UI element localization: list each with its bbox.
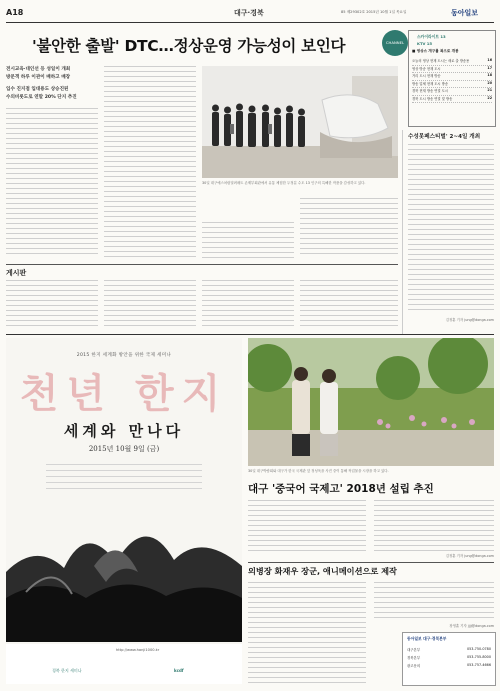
lead-body-col2 bbox=[104, 66, 196, 258]
poster-title: 천년 한지 bbox=[19, 370, 229, 417]
poster-rule bbox=[6, 334, 494, 335]
lead-photo-caption: 30일 대구예스처럼열려매트 손제부회관에서 유통 체험한 두정분 수도 13 인구의 특해한 작품을 감성하고 있다. bbox=[202, 181, 366, 185]
bottom-rule bbox=[248, 562, 494, 563]
korea-article-headline: 대구 '중국어 국제고' 2018년 설립 추진 bbox=[248, 483, 434, 495]
notices-col4 bbox=[300, 280, 398, 328]
lead-headline: '불안한 출발' DTC…정상운영 가능성이 보인다 bbox=[32, 37, 346, 55]
sidebar-box bbox=[408, 30, 496, 127]
list-item: 대구본부 053-750-0780 bbox=[407, 646, 491, 652]
list-item: 영상 방송 현재 도시 17 bbox=[412, 66, 492, 74]
poster-footer bbox=[6, 644, 242, 684]
lead-photo bbox=[202, 66, 398, 178]
bottom-article-byline: 장영훈 기자 jjjj@donga.com bbox=[449, 624, 494, 628]
school-photo bbox=[248, 338, 494, 466]
lead-body-col3 bbox=[202, 222, 294, 258]
korea-article-body1 bbox=[248, 500, 366, 552]
poster-top-text: 2015 한지 세계화 방안을 위한 국제 세미나 bbox=[76, 353, 172, 358]
notices-col2 bbox=[104, 280, 196, 328]
notices-title: 게시판 bbox=[6, 269, 27, 277]
poster-info-lines bbox=[46, 464, 202, 494]
list-item: 거리 도시 현재 방송 18 bbox=[412, 73, 492, 81]
list-item: 경북 현재 방송 연결 도시 21 bbox=[412, 88, 492, 96]
poster-date: 2015년 10월 9일 (금) bbox=[88, 445, 160, 453]
list-item: 경북 도시 방송 연결 및 방송 22 bbox=[412, 96, 492, 104]
page-number: A18 bbox=[6, 8, 24, 17]
bottom-article-body2 bbox=[374, 582, 494, 622]
list-item: 경북본부 053-755-8000 bbox=[407, 654, 491, 660]
poster-ink-illustration bbox=[6, 502, 242, 642]
date-line: 85 제29302호 2015년 10월 1일 목요일 bbox=[341, 10, 407, 14]
right-article-headline: 수성못페스티벌' 2~4일 개최 bbox=[408, 134, 481, 140]
poster-footer-left: 경북 한지 세미나 bbox=[52, 668, 82, 673]
bottom-article-headline: 의병장 화재우 장군, 애니메이션으로 제작 bbox=[248, 566, 397, 576]
list-item: 오늘의 영상 현재 도시는 새로 출 방송용 16 bbox=[412, 58, 492, 66]
masthead-rule bbox=[6, 22, 494, 23]
section-title: 대구·경북 bbox=[234, 9, 264, 17]
school-photo-caption: 30일 대구박람회와 대구가 한국 국제관 앞 정성욱을 사진 중이 통해 작업물을 시장을 하고 있다. bbox=[248, 469, 389, 473]
korea-article-body2 bbox=[374, 500, 494, 552]
lead-body-col4 bbox=[300, 198, 398, 258]
lead-deck: 전시교육·대인선 등 성일이 개최 방문객 하루 이관이 배하고 매장 입수 진지점 입대용도 상승진된 수의비롯도로 연말 20% 단지 추진 bbox=[6, 67, 77, 100]
notices-rule bbox=[6, 264, 398, 265]
bottom-article-body1 bbox=[248, 582, 366, 684]
list-item: 방송 업체 현재 도시 방송 20 bbox=[412, 81, 492, 89]
poster-ad bbox=[6, 338, 242, 684]
lead-body-col1 bbox=[6, 108, 98, 258]
list-item: 광고문의 053-757-4666 bbox=[407, 662, 491, 668]
poster-footer-right: kcdf bbox=[174, 668, 184, 673]
poster-subtitle: 세계와 만나다 bbox=[63, 422, 185, 440]
contact-box-title: 동아일보 대구·경북본부 bbox=[407, 636, 447, 641]
korea-article-byline: 김정훈 기자 jung@donga.com bbox=[445, 554, 494, 558]
right-article-body bbox=[408, 144, 494, 314]
column-divider bbox=[402, 130, 403, 335]
contact-box bbox=[402, 632, 496, 686]
sidebar-box-section: ■ 영상스 개구를 복으로 개봉 bbox=[412, 49, 459, 53]
channel-badge: CHANNEL bbox=[382, 30, 408, 56]
poster-footer-url: http://www.hanji1000.kr bbox=[116, 648, 160, 652]
notices-col1 bbox=[6, 280, 98, 328]
sidebar-box-title: 스카이라이트 13 bbox=[417, 34, 446, 39]
sidebar-box-subtitle: KTV 15 bbox=[417, 41, 433, 46]
notices-col3 bbox=[202, 280, 294, 328]
right-article-byline: 김정훈 기자 jung@donga.com bbox=[445, 318, 494, 322]
masthead bbox=[6, 6, 494, 20]
paper-name: 동아일보 bbox=[451, 9, 479, 17]
